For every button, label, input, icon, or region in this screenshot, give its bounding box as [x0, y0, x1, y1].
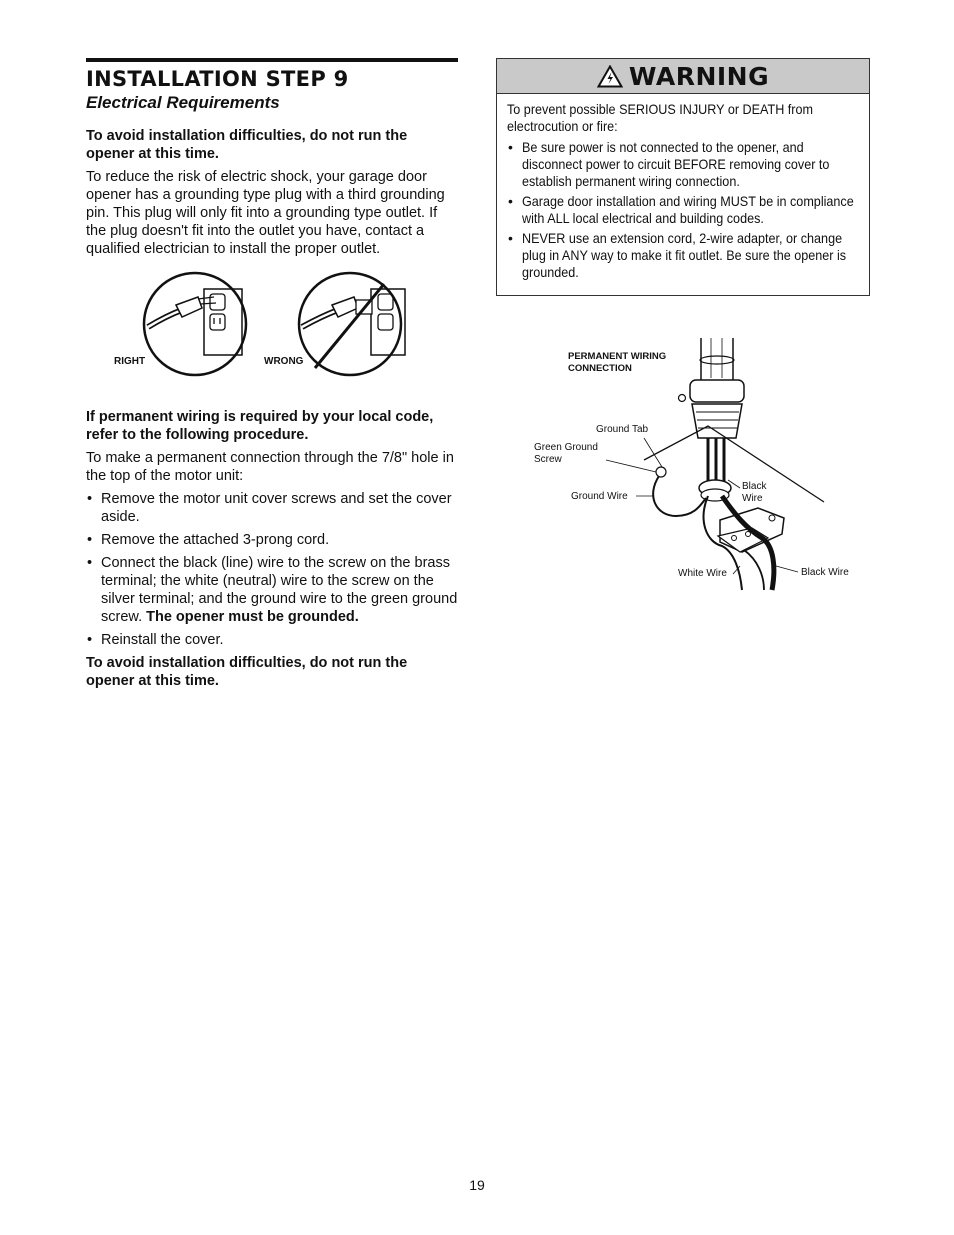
- wrong-plug-icon: [299, 273, 405, 375]
- green-ground-screw-label: Green Ground Screw: [534, 442, 598, 465]
- page-number: 19: [469, 1177, 485, 1193]
- ground-wire-label: Ground Wire: [571, 491, 628, 502]
- ground-wire-line: [653, 476, 706, 516]
- black-wire-top-label: Black Wire: [742, 481, 767, 504]
- white-wire-label: White Wire: [678, 568, 727, 579]
- plug-illustrations: [86, 264, 458, 384]
- ground-tab-label: Ground Tab: [596, 424, 649, 435]
- warning-item-text: • Garage door installation and wiring MUST be in compliance with ALL local electrical and building codes.: [522, 193, 854, 226]
- section-subtitle: Electrical Requirements: [86, 93, 280, 112]
- left-column: [86, 58, 458, 695]
- list-item: [86, 554, 458, 626]
- permanent-wiring-heading: If permanent wiring is required by your local code, refer to the following procedure.: [86, 409, 434, 443]
- warning-triangle-icon: [597, 65, 623, 88]
- caution-note-bottom: To avoid installation difficulties, do not run the opener at this time.: [86, 655, 408, 689]
- right-plug-icon: [144, 273, 246, 375]
- step-text: Connect the black (line) wire to the screw on the brass terminal; the white (neutral) wire to the screw on the silver terminal; and the ground wire to the green ground screw.: [101, 555, 458, 625]
- permanent-wiring-intro: To make a permanent connection through the 7/8" hole in the top of the motor unit:: [86, 450, 454, 484]
- list-item: • Remove the attached 3-prong cord.: [86, 531, 458, 549]
- page-title: INSTALLATION STEP 9: [86, 67, 349, 91]
- warning-intro: To prevent possible SERIOUS INJURY or DEATH from electrocution or fire:: [507, 101, 813, 134]
- caution-note-top: To avoid installation difficulties, do not run the opener at this time.: [86, 128, 408, 162]
- plug-right-label: RIGHT: [114, 356, 146, 367]
- wiring-diagram: [496, 320, 868, 600]
- black-wire-label: Black Wire: [801, 567, 849, 578]
- list-item: • Reinstall the cover.: [86, 631, 458, 649]
- title-rule: [86, 58, 458, 62]
- ground-emphasis: The opener must be grounded.: [146, 609, 359, 625]
- plug-wrong-label: WRONG: [264, 356, 304, 367]
- warning-title: WARNING: [628, 61, 770, 91]
- warning-box: [496, 58, 870, 296]
- conduit-icon: [679, 338, 745, 438]
- wire-bundle-icon: [699, 438, 731, 501]
- ground-screw-icon: [656, 467, 666, 477]
- list-item: • Remove the motor unit cover screws and set the cover aside.: [86, 490, 458, 526]
- list-item: [507, 139, 859, 190]
- warning-item-text: • Be sure power is not connected to the opener, and disconnect power to circuit BEFORE removing cover to establish permanent wiring connection.: [522, 139, 830, 189]
- list-item: [507, 193, 859, 227]
- warning-header: [497, 59, 869, 94]
- grounding-paragraph: To reduce the risk of electric shock, your garage door opener has a grounding type plug with a third grounding pin. This plug will only fit into a grounding type outlet. If the plug doesn't fit into the outlet you have, contact a qualified electrician to install the proper outlet.: [86, 169, 445, 257]
- warning-body: [497, 94, 869, 295]
- permanent-wiring-label: PERMANENT WIRING CONNECTION: [568, 351, 667, 374]
- warning-item-text: • NEVER use an extension cord, 2-wire adapter, or change plug in ANY way to make it fit outlet. Be sure the opener is grounded.: [522, 230, 847, 280]
- procedure-list: [86, 490, 458, 649]
- list-item: [507, 230, 859, 281]
- warning-list: [507, 139, 859, 281]
